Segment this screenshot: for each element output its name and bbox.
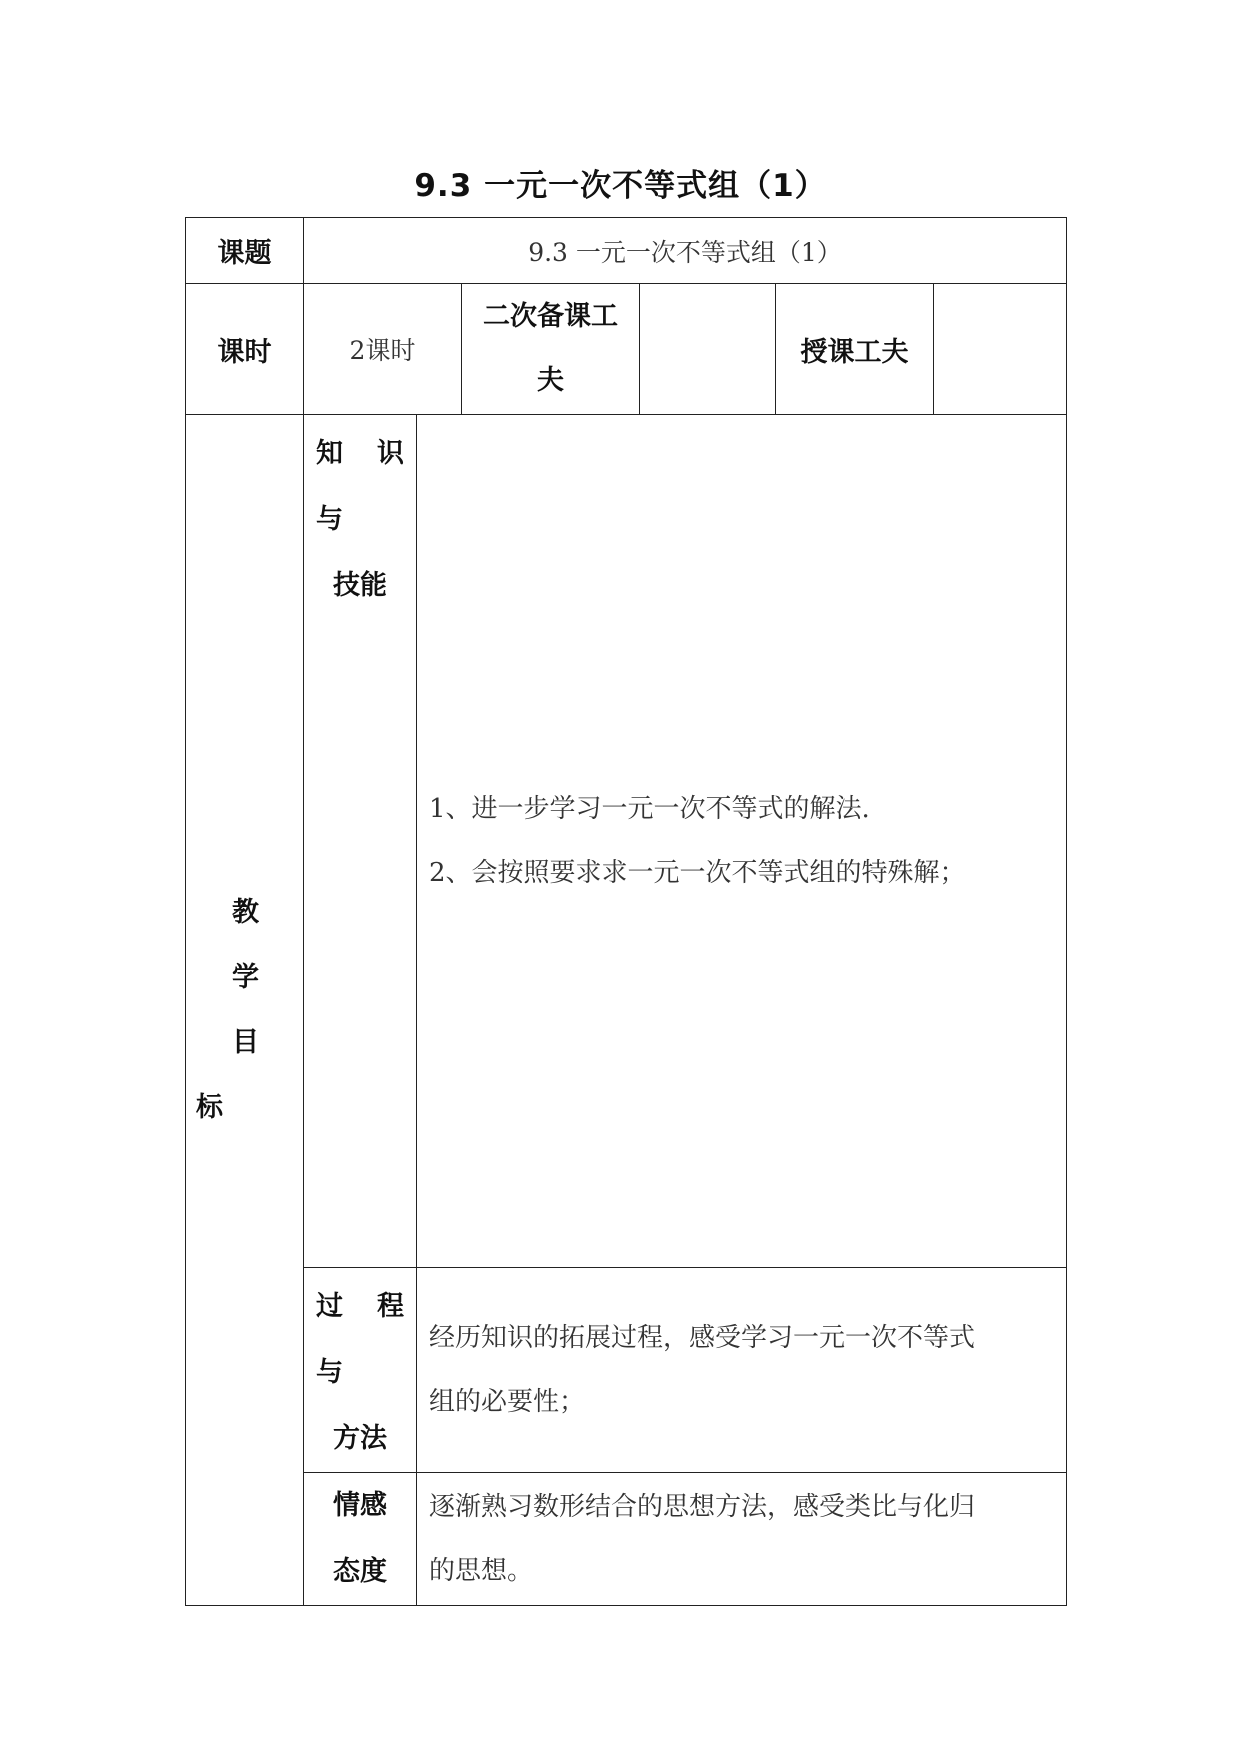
process-row	[186, 1268, 1067, 1473]
process-label-line2: 与	[316, 1357, 343, 1388]
knowledge-item-2: 2、会按照要求求一元一次不等式组的特殊解；	[429, 858, 966, 888]
emotion-label	[304, 1473, 417, 1606]
hours-label: 课时	[186, 284, 304, 415]
process-label	[304, 1268, 417, 1473]
objectives-char-3: 目	[232, 1027, 259, 1058]
knowledge-row	[186, 415, 1067, 1268]
document-title: 9.3 一元一次不等式组（1）	[414, 168, 827, 204]
knowledge-label-line3: 技能	[333, 570, 387, 601]
objectives-char-1: 教	[232, 897, 259, 928]
hours-row	[186, 284, 1067, 415]
emotion-content	[417, 1473, 1067, 1606]
hours-value: 2课时	[304, 284, 462, 415]
teach-time-label: 授课工夫	[776, 284, 934, 415]
objectives-label	[186, 415, 304, 1606]
emotion-label-line1: 情感	[333, 1490, 387, 1521]
topic-row	[186, 218, 1067, 284]
process-text-line1: 经历知识的拓展过程，感受学习一元一次不等式	[429, 1323, 976, 1353]
second-prep-label-line1: 二次备课工	[483, 301, 618, 332]
topic-value: 9.3 一元一次不等式组（1）	[304, 218, 1067, 284]
knowledge-content	[417, 415, 1067, 1268]
process-label-line1: 过 程	[316, 1291, 404, 1322]
objectives-char-2: 学	[232, 962, 259, 993]
knowledge-label	[304, 415, 417, 1268]
second-prep-value	[640, 284, 776, 415]
knowledge-label-line2: 与	[316, 504, 343, 535]
second-prep-label	[462, 284, 640, 415]
topic-label: 课题	[186, 218, 304, 284]
objectives-char-4: 标	[196, 1092, 223, 1123]
process-label-line3: 方法	[333, 1423, 387, 1454]
emotion-text-line1: 逐渐熟习数形结合的思想方法，感受类比与化归	[429, 1492, 976, 1522]
teach-time-value	[934, 284, 1067, 415]
lesson-plan-table	[185, 217, 1067, 1606]
process-content	[417, 1268, 1067, 1473]
process-text-line2: 组的必要性；	[429, 1387, 586, 1417]
knowledge-label-line1: 知 识	[316, 438, 404, 469]
second-prep-label-line2: 夫	[537, 365, 564, 396]
knowledge-item-1: 1、进一步学习一元一次不等式的解法.	[429, 794, 870, 824]
emotion-text-line2: 的思想。	[429, 1556, 534, 1586]
emotion-label-line2: 态度	[333, 1556, 387, 1587]
emotion-row	[186, 1473, 1067, 1606]
